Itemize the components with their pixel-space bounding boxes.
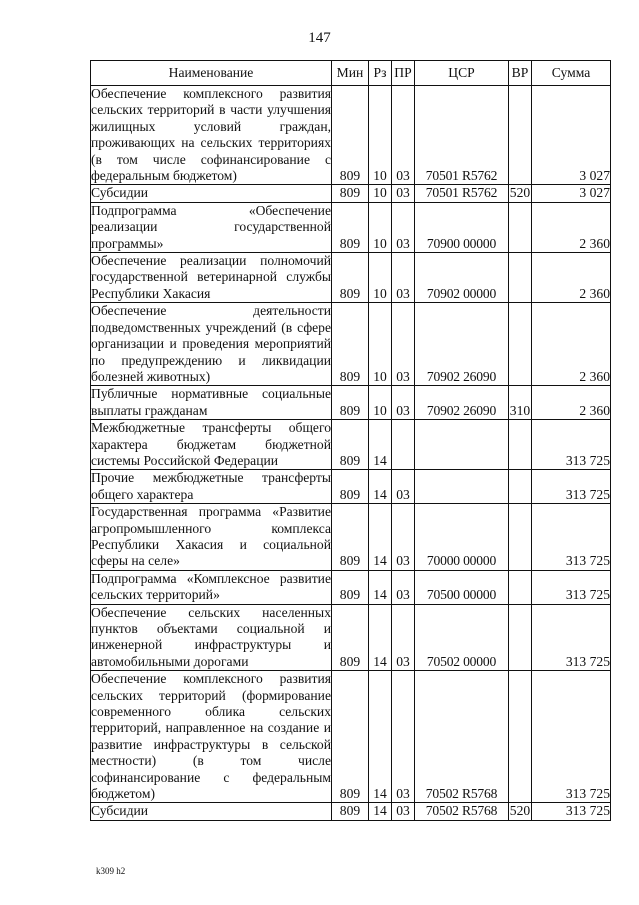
row-rz: 10	[369, 202, 392, 252]
row-vr: 520	[509, 185, 531, 201]
page-number: 147	[308, 30, 331, 46]
row-pr: 03	[392, 386, 415, 420]
row-sum: 3 027	[532, 86, 611, 185]
row-csr: 70502 R5768	[415, 803, 509, 820]
row-rz: 10	[369, 386, 392, 420]
row-vr: 310	[509, 386, 532, 420]
row-pr: 03	[392, 185, 415, 202]
row-min: 809	[332, 604, 369, 671]
row-pr: 03	[392, 803, 415, 820]
row-min: 809	[332, 504, 369, 571]
header-vr: ВР	[509, 61, 532, 86]
row-sum: 313 725	[532, 604, 611, 671]
table-row	[91, 253, 611, 303]
row-rz: 14	[369, 803, 392, 820]
row-rz: 14	[369, 470, 392, 504]
row-vr	[509, 202, 532, 252]
row-vr	[509, 253, 532, 303]
row-rz: 14	[369, 504, 392, 571]
row-csr: 70501 R5762	[415, 185, 509, 202]
table-header-row	[91, 61, 611, 86]
table-row	[91, 570, 611, 604]
row-min: 809	[332, 202, 369, 252]
table-row	[91, 671, 611, 803]
row-min: 809	[332, 86, 369, 185]
header-min: Мин	[332, 61, 369, 86]
row-csr: 70000 00000	[415, 504, 509, 571]
row-sum: 313 725	[532, 570, 611, 604]
row-min: 809	[332, 671, 369, 803]
row-sum: 313 725	[532, 504, 611, 571]
row-pr: 03	[392, 253, 415, 303]
row-name: Субсидии	[91, 803, 332, 820]
header-name: Наименование	[91, 61, 332, 86]
header-rz: Рз	[369, 61, 392, 86]
row-vr	[509, 86, 532, 185]
row-pr: 03	[392, 504, 415, 571]
row-name: Обеспечение комплексного развития сельских территорий (формирование современного облика сельских территорий, направленное на создание и развитие инфраструктуры в сельской местности) (в том числе софинансирование с федеральным бюджетом)	[91, 671, 331, 802]
row-sum: 2 360	[532, 202, 611, 252]
row-csr: 70500 00000	[415, 570, 509, 604]
row-vr	[509, 671, 532, 803]
row-vr	[509, 570, 532, 604]
row-csr: 70502 00000	[415, 604, 509, 671]
row-pr: 03	[392, 303, 415, 386]
row-csr: 70502 R5768	[415, 671, 509, 803]
row-csr	[415, 420, 509, 470]
row-name: Подпрограмма «Обеспечение реализации государственной программы»	[91, 202, 331, 251]
table-row	[91, 470, 611, 504]
row-name: Прочие межбюджетные трансферты общего характера	[91, 470, 331, 502]
row-pr: 03	[392, 604, 415, 671]
row-min: 809	[332, 253, 369, 303]
row-rz: 10	[369, 86, 392, 185]
row-name: Обеспечение комплексного развития сельских территорий в части улучшения жилищных условий граждан, проживающих на сельских территориях (в том числе софинансирование с федеральным бюджетом)	[91, 86, 331, 184]
row-min: 809	[332, 470, 369, 504]
row-pr: 03	[392, 570, 415, 604]
row-csr: 70902 26090	[415, 386, 509, 420]
row-pr: 03	[392, 671, 415, 803]
row-csr: 70900 00000	[415, 202, 509, 252]
row-vr	[509, 470, 532, 504]
row-sum: 313 725	[532, 470, 611, 504]
row-sum: 313 725	[532, 671, 611, 803]
row-min: 809	[332, 185, 369, 202]
row-name: Обеспечение деятельности подведомственных учреждений (в сфере организации и проведения мероприятий по предупреждению и ликвидации болезней животных)	[91, 303, 331, 384]
row-min: 809	[332, 420, 369, 470]
row-rz: 10	[369, 253, 392, 303]
row-sum: 313 725	[532, 803, 611, 820]
row-pr	[392, 420, 415, 470]
row-name: Подпрограмма «Комплексное развитие сельских территорий»	[91, 570, 331, 603]
row-vr: 520	[509, 803, 531, 819]
row-name: Обеспечение реализации полномочий государственной ветеринарной службы Республики Хакасия	[91, 253, 331, 301]
row-vr	[509, 303, 532, 386]
header-pr: ПР	[392, 61, 415, 86]
table-row	[91, 604, 611, 671]
row-pr: 03	[392, 202, 415, 252]
row-csr	[415, 470, 509, 504]
row-csr: 70902 26090	[415, 303, 509, 386]
row-sum: 2 360	[532, 253, 611, 303]
row-min: 809	[332, 303, 369, 386]
row-min: 809	[332, 570, 369, 604]
row-rz: 14	[369, 420, 392, 470]
row-vr	[509, 504, 532, 571]
row-name: Субсидии	[91, 185, 332, 202]
row-sum: 313 725	[532, 420, 611, 470]
row-rz: 14	[369, 604, 392, 671]
table-row	[91, 504, 611, 571]
row-rz: 10	[369, 303, 392, 386]
row-sum: 2 360	[532, 303, 611, 386]
row-name: Обеспечение сельских населенных пунктов объектами социальной и инженерной инфраструктуры и автомобильными дорогами	[91, 604, 331, 669]
row-vr	[509, 420, 532, 470]
row-sum: 2 360	[532, 386, 611, 420]
table-row	[91, 386, 611, 420]
row-name: Межбюджетные трансферты общего характера бюджетам бюджетной системы Российской Федерации	[91, 420, 331, 468]
row-rz: 10	[369, 185, 392, 202]
table-row	[91, 303, 611, 386]
table-row	[91, 185, 611, 202]
table-row	[91, 803, 611, 820]
row-pr: 03	[392, 470, 415, 504]
row-csr: 70902 00000	[415, 253, 509, 303]
table-row	[91, 86, 611, 185]
header-csr: ЦСР	[415, 61, 509, 86]
header-sum: Сумма	[532, 61, 611, 86]
row-csr: 70501 R5762	[415, 86, 509, 185]
row-min: 809	[332, 803, 369, 820]
row-vr	[509, 604, 532, 671]
row-min: 809	[332, 386, 369, 420]
budget-table	[90, 60, 611, 821]
row-rz: 14	[369, 570, 392, 604]
table-row	[91, 202, 611, 252]
footer-code: k309 h2	[96, 866, 126, 876]
row-name: Публичные нормативные социальные выплаты гражданам	[91, 386, 331, 418]
row-name: Государственная программа «Развитие агропромышленного комплекса Республики Хакасия и социальной сферы на селе»	[91, 504, 331, 569]
row-pr: 03	[392, 86, 415, 185]
row-sum: 3 027	[532, 185, 611, 202]
row-rz: 14	[369, 671, 392, 803]
table-row	[91, 420, 611, 470]
